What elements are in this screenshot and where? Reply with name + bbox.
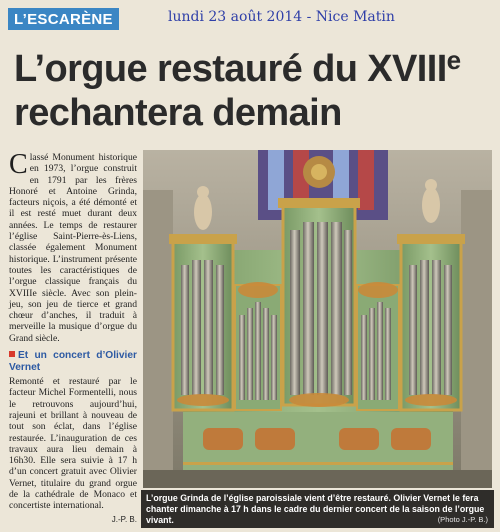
organ-photo (143, 150, 492, 488)
section-rubric: L’ESCARÈNE (8, 8, 119, 30)
photo-caption-text: L’orgue Grinda de l’église paroissiale vient d’être restauré. Olivier Vernet le fera chanter dimanche à 17 h dans le cadre du dernier concert de la saison de l’orgue vivant. (146, 493, 485, 525)
headline-line1: L’orgue restauré du XVIII (14, 48, 447, 90)
headline (14, 38, 494, 135)
photo-caption (141, 490, 494, 528)
article-paragraph-2: Remonté et restauré par le facteur Michel Formentelli, nous le retrouvons aujourd’hui, rajeuni et brillant à nouveau de tout son éclat, dans l’église restaurée. L’inauguration de ces travaux aura lieu demain à 16h30. Elle sera suivie à 17 h d’un concert gratuit avec Olivier Vernet, titulaire du grand orgue de la cathédrale de Monaco et concertiste international. (9, 376, 137, 512)
article-subhead (9, 350, 137, 373)
dateline: lundi 23 août 2014 - Nice Matin (168, 9, 395, 25)
headline-superscript: e (446, 45, 461, 75)
headline-line2: rechantera demain (14, 92, 342, 134)
article-paragraph-1-text: lassé Monument historique en 1973, l’orgue construit en 1791 par les frères Honoré et Antoine Grinda, facteurs niçois, a été démonté et il est resté muet durant deux années. Le temps de restaurer l’église Saint-Pierre-ès-Liens, classée également Monument historique. L’instrument présente toutes les caractéristiques de l’orgue classique français du XVIIIe siècle. Avec son plein-jeu, son jeu de tierce et grand chœur d’anches, il traduit à merveille la musique d’orgue du Grand siècle. (9, 152, 137, 344)
article-column (9, 149, 137, 525)
drop-cap: C (9, 149, 28, 180)
photo-credit: (Photo J.-P. B.) (437, 515, 488, 524)
article-subhead-text: Et un concert d’Olivier Vernet (9, 350, 137, 373)
author-signature: J.-P. B. (111, 514, 137, 524)
article-paragraph-1 (9, 149, 137, 344)
organ-illustration (143, 150, 492, 488)
bullet-square-icon (9, 351, 15, 357)
